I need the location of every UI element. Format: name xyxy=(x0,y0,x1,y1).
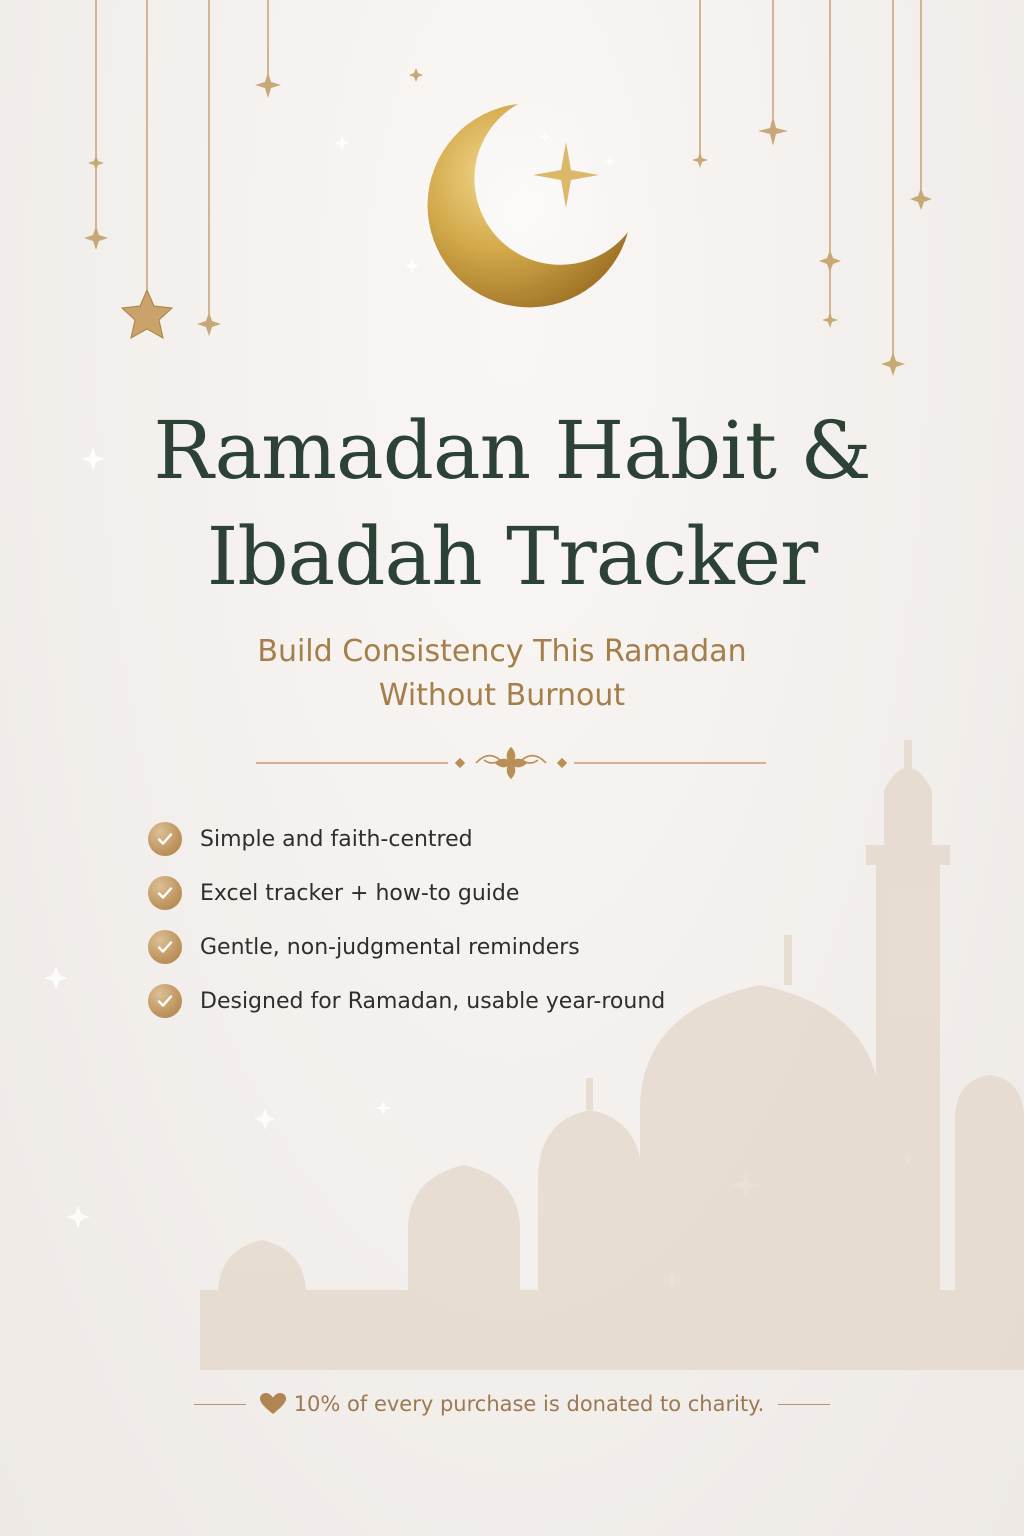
check-icon xyxy=(148,876,182,910)
list-item xyxy=(148,920,665,974)
check-icon xyxy=(148,984,182,1018)
feature-text: Gentle, non-judgmental reminders xyxy=(200,934,580,960)
feature-text: Designed for Ramadan, usable year-round xyxy=(200,988,666,1014)
charity-footer xyxy=(0,1386,1024,1422)
footer-text: 10% of every purchase is donated to charity. xyxy=(293,1392,765,1416)
subtitle xyxy=(0,630,1004,718)
feature-text: Excel tracker + how-to guide xyxy=(200,880,520,906)
heart-icon xyxy=(260,1393,286,1415)
star-icon xyxy=(122,290,172,338)
list-item xyxy=(148,812,665,866)
page-title xyxy=(0,398,1024,610)
subtitle-line-2: Without Burnout xyxy=(378,678,626,713)
check-icon xyxy=(148,930,182,964)
footer-divider-right xyxy=(778,1404,830,1405)
subtitle-line-1: Build Consistency This Ramadan xyxy=(257,634,747,669)
footer-divider-left xyxy=(194,1404,246,1405)
title-line-1: Ramadan Habit & xyxy=(153,404,871,497)
feature-text: Simple and faith-centred xyxy=(200,826,473,852)
list-item xyxy=(148,866,665,920)
ornament-icon xyxy=(456,748,566,778)
ornament-divider xyxy=(256,738,766,788)
feature-list xyxy=(148,812,665,1028)
title-line-2: Ibadah Tracker xyxy=(206,510,818,603)
check-icon xyxy=(148,822,182,856)
list-item xyxy=(148,974,665,1028)
